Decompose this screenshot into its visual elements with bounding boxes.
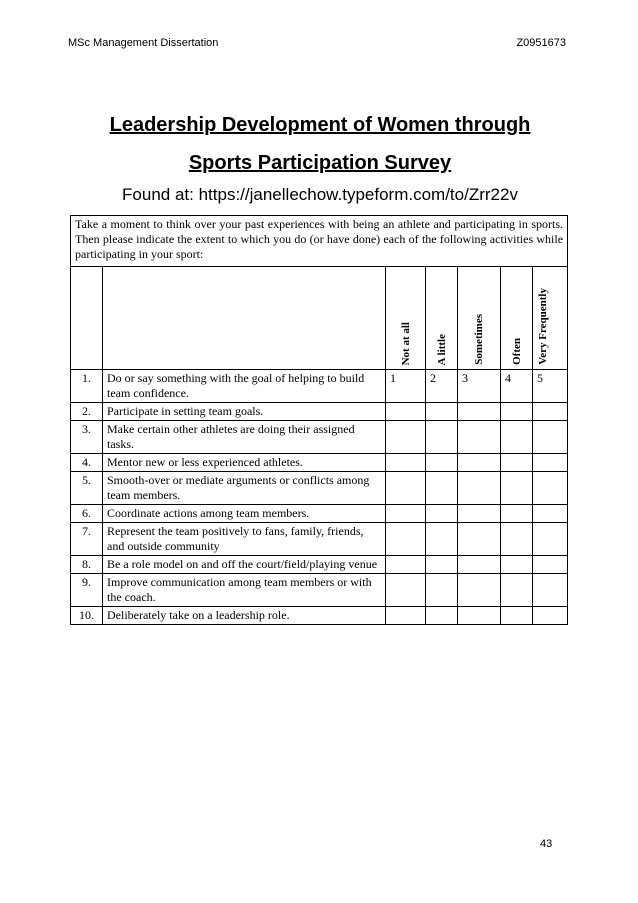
rating-cell[interactable] [533, 505, 568, 523]
table-row [71, 421, 568, 454]
table-row [71, 454, 568, 472]
item-number: 9. [71, 574, 103, 607]
table-row [71, 607, 568, 625]
column-header-not-at-all [386, 267, 426, 370]
scale-value[interactable]: 3 [458, 370, 501, 403]
rating-cell[interactable] [458, 556, 501, 574]
table-row [71, 556, 568, 574]
rating-cell[interactable] [426, 421, 458, 454]
table-row [71, 523, 568, 556]
rating-cell[interactable] [501, 523, 533, 556]
rating-cell[interactable] [501, 421, 533, 454]
rating-cell[interactable] [501, 607, 533, 625]
rating-cell[interactable] [533, 556, 568, 574]
scale-value[interactable]: 4 [501, 370, 533, 403]
rating-cell[interactable] [533, 607, 568, 625]
rating-cell[interactable] [386, 472, 426, 505]
rating-cell[interactable] [458, 472, 501, 505]
item-text: Participate in setting team goals. [103, 403, 386, 421]
item-number: 8. [71, 556, 103, 574]
rating-cell[interactable] [386, 421, 426, 454]
item-number: 6. [71, 505, 103, 523]
rating-cell[interactable] [426, 523, 458, 556]
survey-instructions: Take a moment to think over your past experiences with being an athlete and participating in sports. Then please indicate the extent to which you do (or have done) each of the following activities while participating in your sport: [71, 216, 568, 267]
rating-cell[interactable] [458, 421, 501, 454]
survey-source-link: Found at: https://janellechow.typeform.com/to/Zrr22v [122, 185, 518, 204]
item-number: 10. [71, 607, 103, 625]
rating-cell[interactable] [386, 556, 426, 574]
rating-cell[interactable] [533, 523, 568, 556]
rating-cell[interactable] [533, 421, 568, 454]
rating-cell[interactable] [501, 556, 533, 574]
table-row [71, 403, 568, 421]
column-label: Not at all [399, 321, 412, 365]
item-text: Represent the team positively to fans, family, friends, and outside community [103, 523, 386, 556]
item-number: 5. [71, 472, 103, 505]
item-number: 4. [71, 454, 103, 472]
table-row [71, 370, 568, 403]
empty-header-cell [71, 267, 103, 370]
column-header-a-little [426, 267, 458, 370]
rating-cell[interactable] [533, 472, 568, 505]
table-row [71, 505, 568, 523]
rating-cell[interactable] [533, 574, 568, 607]
rating-cell[interactable] [533, 403, 568, 421]
column-label: A little [435, 333, 448, 365]
rating-cell[interactable] [386, 403, 426, 421]
column-label: Sometimes [473, 314, 485, 365]
rating-cell[interactable] [386, 574, 426, 607]
rating-cell[interactable] [426, 472, 458, 505]
item-text: Smooth-over or mediate arguments or conflicts among team members. [103, 472, 386, 505]
rating-cell[interactable] [426, 556, 458, 574]
item-text: Be a role model on and off the court/field/playing venue [103, 556, 386, 574]
running-header-title: MSc Management Dissertation [68, 37, 219, 49]
rating-cell[interactable] [426, 403, 458, 421]
rating-cell[interactable] [501, 505, 533, 523]
empty-header-cell [103, 267, 386, 370]
survey-table [70, 215, 568, 625]
rating-cell[interactable] [458, 454, 501, 472]
rating-cell[interactable] [501, 454, 533, 472]
column-label: Very Frequently [537, 288, 550, 365]
item-number: 1. [71, 370, 103, 403]
item-number: 7. [71, 523, 103, 556]
running-header-id: Z0951673 [516, 37, 566, 49]
item-number: 2. [71, 403, 103, 421]
column-label: Often [510, 338, 523, 365]
item-text: Do or say something with the goal of helping to build team confidence. [103, 370, 386, 403]
rating-cell[interactable] [386, 523, 426, 556]
rating-cell[interactable] [533, 454, 568, 472]
rating-cell[interactable] [458, 403, 501, 421]
rating-cell[interactable] [426, 505, 458, 523]
item-text: Make certain other athletes are doing their assigned tasks. [103, 421, 386, 454]
item-text: Improve communication among team members or with the coach. [103, 574, 386, 607]
rating-cell[interactable] [458, 607, 501, 625]
item-text: Mentor new or less experienced athletes. [103, 454, 386, 472]
item-text: Coordinate actions among team members. [103, 505, 386, 523]
rating-cell[interactable] [386, 505, 426, 523]
rating-cell[interactable] [501, 574, 533, 607]
rating-cell[interactable] [386, 607, 426, 625]
survey-title-line1: Leadership Development of Women through [109, 114, 531, 136]
scale-value[interactable]: 5 [533, 370, 568, 403]
rating-cell[interactable] [501, 472, 533, 505]
rating-cell[interactable] [458, 574, 501, 607]
intro-row [71, 216, 568, 267]
rating-cell[interactable] [426, 574, 458, 607]
column-header-row [71, 267, 568, 370]
scale-value[interactable]: 2 [426, 370, 458, 403]
rating-cell[interactable] [386, 454, 426, 472]
table-row [71, 574, 568, 607]
rating-cell[interactable] [458, 505, 501, 523]
page-number: 43 [540, 838, 553, 850]
rating-cell[interactable] [426, 607, 458, 625]
scale-value[interactable]: 1 [386, 370, 426, 403]
rating-cell[interactable] [458, 523, 501, 556]
column-header-very-frequently [533, 267, 568, 370]
survey-title-line2: Sports Participation Survey [188, 152, 452, 174]
item-number: 3. [71, 421, 103, 454]
column-header-often [501, 267, 533, 370]
column-header-sometimes [458, 267, 501, 370]
rating-cell[interactable] [501, 403, 533, 421]
rating-cell[interactable] [426, 454, 458, 472]
table-row [71, 472, 568, 505]
item-text: Deliberately take on a leadership role. [103, 607, 386, 625]
